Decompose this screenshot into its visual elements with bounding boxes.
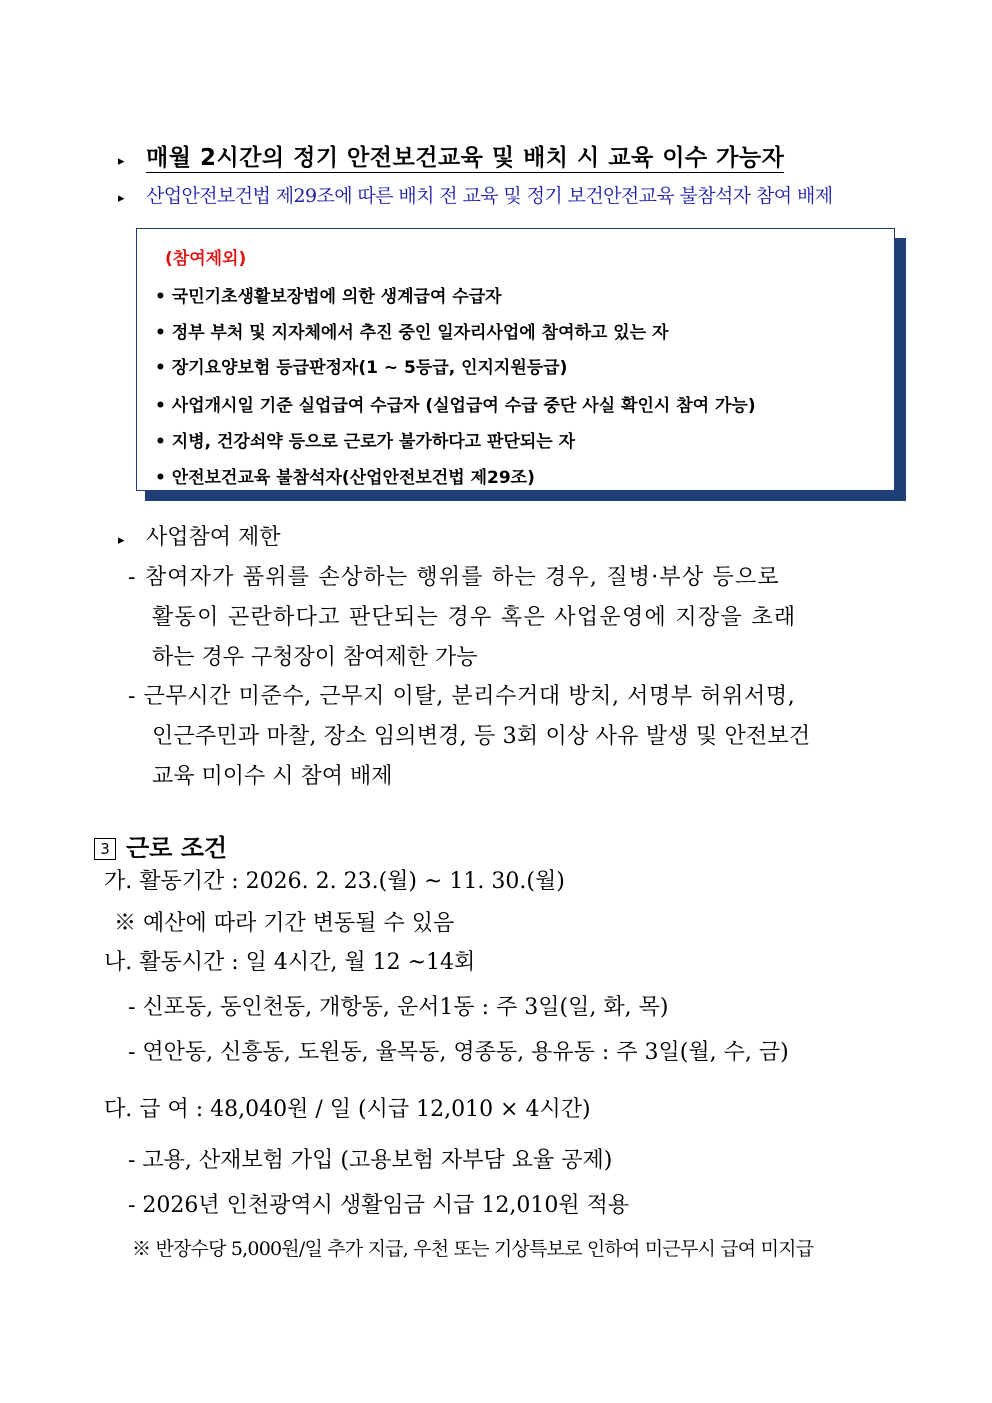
restriction-para2-line: - 근무시간 미준수, 근무지 이탈, 분리수거대 방치, 서명부 허위서명, — [128, 684, 796, 709]
exclusion-item: • 사업개시일 기준 실업급여 수급자 (실업급여 수급 중단 사실 확인시 참여 가능) — [155, 396, 756, 416]
pay-item: - 2026년 인천광역시 생활임금 시급 12,010원 적용 — [128, 1193, 630, 1218]
restriction-para1-line: - 참여자가 품위를 손상하는 행위를 하는 경우, 질병·부상 등으로 — [128, 565, 780, 590]
restriction-para2-line: 인근주민과 마찰, 장소 임의변경, 등 3회 이상 사유 발생 및 안전보건 — [152, 724, 811, 749]
activity-period: 가. 활동기간 : 2026. 2. 23.(월) ~ 11. 30.(월) — [104, 869, 565, 894]
restriction-para1-line: 활동이 곤란하다고 판단되는 경우 혹은 사업운영에 지장을 초래 — [152, 605, 797, 630]
activity-hours: 나. 활동시간 : 일 4시간, 월 12 ~14회 — [104, 950, 476, 975]
restriction-para1-line: 하는 경우 구청장이 참여제한 가능 — [152, 645, 478, 670]
triangle-bullet-icon: ▸ — [118, 154, 125, 169]
hours-item: - 연안동, 신흥동, 도원동, 율목동, 영종동, 용유동 : 주 3일(월, 수, 금) — [128, 1040, 789, 1065]
bullet-text: 산업안전보건법 제29조에 따른 배치 전 교육 및 정기 보건안전교육 불참석자 참여 배제 — [146, 185, 833, 207]
exclusion-item: • 장기요양보험 등급판정자(1 ~ 5등급, 인지지원등급) — [155, 358, 568, 378]
hours-item: - 신포동, 동인천동, 개항동, 운서1동 : 주 3일(일, 화, 목) — [128, 995, 669, 1020]
restriction-heading-text: 사업참여 제한 — [146, 525, 281, 550]
pay-note: ※ 반장수당 5,000원/일 추가 지급, 우천 또는 기상특보로 인하여 미근무시 급여 미지급 — [132, 1238, 814, 1260]
section-title: 근로 조건 — [126, 834, 228, 862]
pay-item: - 고용, 산재보험 가입 (고용보험 자부담 요율 공제) — [128, 1148, 613, 1173]
section-number-box: 3 — [94, 838, 116, 860]
pay: 다. 급 여 : 48,040원 / 일 (시급 12,010 × 4시간) — [104, 1097, 591, 1122]
period-note: ※ 예산에 따라 기간 변동될 수 있음 — [114, 911, 455, 936]
exclusion-item: • 국민기초생활보장법에 의한 생계급여 수급자 — [155, 287, 502, 307]
exclusion-box-title: (참여제외) — [165, 249, 247, 269]
restriction-heading — [118, 520, 281, 551]
bullet-education-exclusion — [118, 181, 832, 208]
exclusion-item: • 지병, 건강쇠약 등으로 근로가 불가하다고 판단되는 자 — [155, 432, 576, 452]
bullet-text: 매월 2시간의 정기 안전보건교육 및 배치 시 교육 이수 가능자 — [146, 145, 785, 171]
exclusion-item: • 안전보건교육 불참석자(산업안전보건법 제29조) — [155, 468, 535, 488]
triangle-bullet-icon: ▸ — [118, 533, 125, 548]
triangle-bullet-icon: ▸ — [118, 191, 124, 206]
section-heading — [94, 828, 227, 863]
exclusion-box — [136, 228, 895, 491]
bullet-education-requirement — [118, 139, 784, 172]
exclusion-item: • 정부 부처 및 지자체에서 추진 중인 일자리사업에 참여하고 있는 자 — [155, 323, 669, 343]
restriction-para2-line: 교육 미이수 시 참여 배제 — [152, 764, 393, 789]
